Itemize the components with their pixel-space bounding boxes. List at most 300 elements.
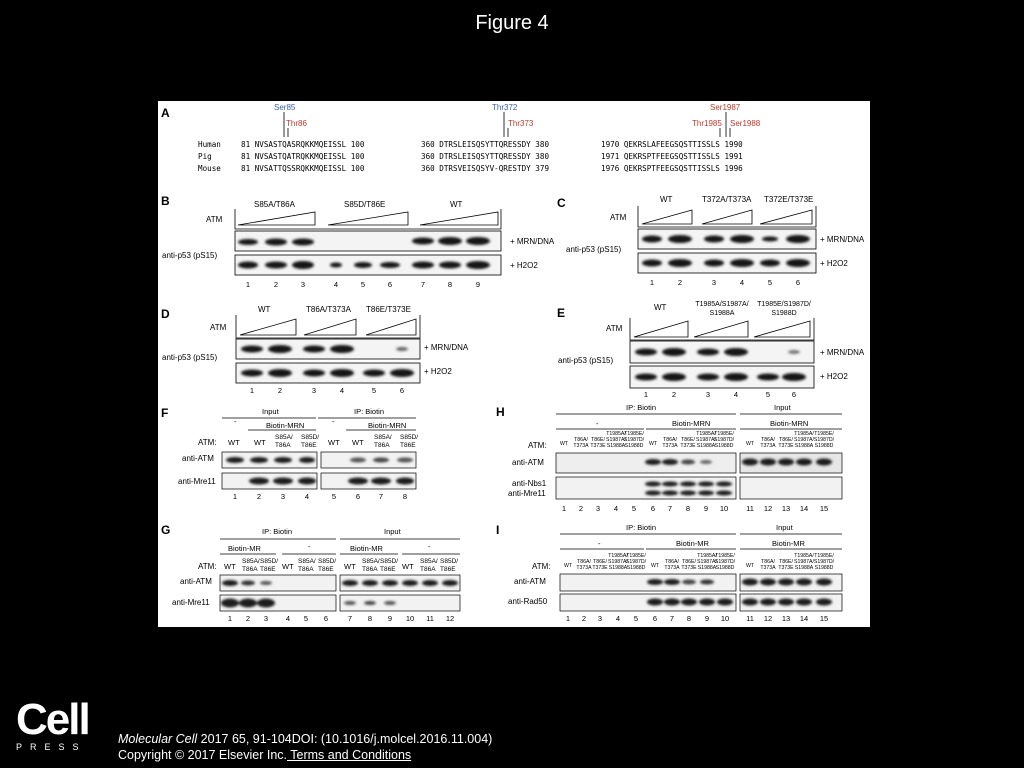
i-col: S1987D/ <box>714 559 736 565</box>
f-col: WT <box>254 438 266 447</box>
panel-g-label: G <box>161 523 171 537</box>
i-col: T1985A/ <box>794 553 814 559</box>
terms-link[interactable]: Terms and Conditions <box>287 748 412 762</box>
c-band <box>786 259 810 267</box>
f-lane: 1 <box>232 492 238 501</box>
i-lane: 15 <box>819 614 829 623</box>
c-band <box>730 235 754 243</box>
species-pig: Pig <box>198 152 212 161</box>
i-col: T1985A/ <box>697 553 717 559</box>
d-band <box>330 345 354 353</box>
i-band <box>816 579 832 586</box>
site-thr1985: Thr1985 <box>692 119 722 128</box>
h-col: T86A/ <box>663 437 677 443</box>
b-lane: 9 <box>475 280 481 289</box>
h-band <box>662 482 678 487</box>
panel-g-dash-1: - <box>308 542 311 551</box>
panel-h-bmrn-2: Biotin-MRN <box>770 419 809 428</box>
i-band <box>796 599 812 606</box>
i-lane: 9 <box>704 614 710 623</box>
f-col: S85D/ <box>400 434 419 441</box>
f-col: WT <box>352 438 364 447</box>
h-lane: 11 <box>746 504 754 513</box>
panel-f-bmrn-2: Biotin-MRN <box>368 421 407 430</box>
panel-g-input: Input <box>384 527 401 536</box>
c-band <box>760 260 780 267</box>
panel-c-gradient-2 <box>702 210 752 224</box>
f-band <box>371 478 391 485</box>
i-col: T373A <box>760 565 776 571</box>
panel-h-dash: - <box>596 419 599 428</box>
b-band <box>238 262 258 269</box>
h-lane: 15 <box>819 504 829 513</box>
panel-e-group-2a: T1985A/S1987A/ <box>695 301 749 308</box>
g-band <box>239 599 257 608</box>
panel-g-bmr-1: Biotin-MR <box>228 544 261 553</box>
h-band <box>645 459 661 465</box>
h-col: WT <box>745 441 755 447</box>
h-col: WT <box>648 441 658 447</box>
panel-i-dash: - <box>598 539 601 548</box>
d-band <box>241 346 263 353</box>
logo-main: Cell <box>16 695 89 744</box>
f-band <box>273 478 293 485</box>
g-lane: 4 <box>285 614 291 623</box>
g-col: T86E <box>318 566 334 573</box>
d-lane: 5 <box>371 386 377 395</box>
h-band <box>662 491 678 496</box>
i-col: S1987D/ <box>813 559 835 565</box>
h-col: S1988A <box>606 443 626 449</box>
f-band <box>348 478 368 485</box>
g-col: T86E <box>440 566 456 573</box>
panel-d-group-3: T86E/T373E <box>366 305 411 314</box>
b-band <box>438 237 462 245</box>
panel-i-bmr-1: Biotin-MR <box>676 539 709 548</box>
panel-c-cond1: + MRN/DNA <box>820 235 865 244</box>
panel-h-blot-2a <box>556 477 736 499</box>
h-col: T1985A/ <box>794 431 814 437</box>
panel-b-cond1: + MRN/DNA <box>510 237 555 246</box>
h-col: S1988D <box>714 443 734 449</box>
b-lane: 1 <box>245 280 251 289</box>
h-lane: 14 <box>799 504 809 513</box>
g-col: S85D/ <box>380 558 399 565</box>
i-lane: 6 <box>652 614 658 623</box>
c-band <box>786 235 810 243</box>
b-band <box>265 239 287 246</box>
panel-b-antibody: anti-p53 (pS15) <box>162 251 218 260</box>
h-lane: 2 <box>578 504 584 513</box>
c-band <box>642 260 662 267</box>
panel-h-label: H <box>496 405 505 419</box>
h-lane: 9 <box>703 504 709 513</box>
panel-c-gradient-1 <box>642 210 692 224</box>
b-band <box>292 261 314 269</box>
panel-i-ab2: anti-Rad50 <box>508 597 548 606</box>
i-band <box>760 579 776 586</box>
panel-h-input: Input <box>774 403 791 412</box>
e-band <box>697 374 719 381</box>
d-band <box>396 347 408 351</box>
g-lane: 9 <box>387 614 393 623</box>
i-band <box>742 579 758 586</box>
i-band <box>717 599 733 606</box>
h-col: T373E <box>778 443 794 449</box>
b-band <box>380 262 400 268</box>
i-col: WT <box>745 563 755 569</box>
h-col: S1988A <box>794 443 814 449</box>
panel-e-gradient-3 <box>754 321 810 337</box>
panel-g-atm: ATM: <box>198 562 217 571</box>
g-lane: 5 <box>303 614 309 623</box>
g-band <box>241 581 255 586</box>
panel-g-dash-2: - <box>428 542 431 551</box>
i-col: T373E <box>681 565 697 571</box>
b-lane: 5 <box>360 280 366 289</box>
panel-i-ab1: anti-ATM <box>514 577 546 586</box>
c-band <box>668 235 692 243</box>
i-band <box>796 579 812 586</box>
f-band <box>396 478 414 485</box>
seq-mouse-3: 1976 QEKRSPTFEEGSQSTTISSLS 1996 <box>601 164 743 173</box>
h-col: S1988D <box>624 443 644 449</box>
panel-h-ip: IP: Biotin <box>626 403 657 412</box>
i-col: S1988A <box>608 565 628 571</box>
e-band <box>788 350 800 354</box>
panel-e-cond1: + MRN/DNA <box>820 348 865 357</box>
panel-f-bmrn-1: Biotin-MRN <box>266 421 305 430</box>
i-band <box>681 599 697 606</box>
h-lane: 7 <box>667 504 673 513</box>
i-col: T86E/ <box>593 559 607 565</box>
panel-d-antibody: anti-p53 (pS15) <box>162 353 218 362</box>
h-col: S1988D <box>814 443 834 449</box>
g-col: S85D/ <box>260 558 279 565</box>
h-lane: 4 <box>613 504 619 513</box>
panel-c-atm: ATM <box>610 213 627 222</box>
i-col: T373A <box>576 565 592 571</box>
g-lane: 2 <box>245 614 251 623</box>
c-band <box>730 259 754 267</box>
d-lane: 3 <box>311 386 317 395</box>
h-band <box>698 482 714 487</box>
e-band <box>724 373 748 381</box>
i-col: T373A <box>664 565 680 571</box>
g-band <box>221 599 239 608</box>
f-col: WT <box>228 438 240 447</box>
f-col: WT <box>328 438 340 447</box>
panel-f-ab2: anti-Mre11 <box>178 477 216 486</box>
i-col: S1988D <box>626 565 646 571</box>
panel-i-label: I <box>496 523 500 537</box>
b-band <box>354 262 372 268</box>
g-lane: 11 <box>426 614 434 623</box>
journal-name: Molecular Cell <box>118 732 198 746</box>
i-col: T86A/ <box>761 559 775 565</box>
h-col: T373E <box>680 443 696 449</box>
g-col: WT <box>402 562 414 571</box>
panel-e-cond2: + H2O2 <box>820 372 848 381</box>
f-lane: 2 <box>256 492 262 501</box>
panel-g-bmr-2: Biotin-MR <box>350 544 383 553</box>
h-band <box>796 459 812 466</box>
panel-h-ab2: anti-Nbs1 <box>512 479 547 488</box>
seq-human-1: 81 NVSASTQASRQKKMQEISSL 100 <box>241 140 365 149</box>
b-lane: 2 <box>273 280 279 289</box>
seq-pig-2: 360 DTRSLEISQSYTTQRESSDY 380 <box>421 152 550 161</box>
b-band <box>466 261 490 269</box>
h-band <box>680 491 696 496</box>
seq-pig-1: 81 NVSASTQATRQKKMQEISSL 100 <box>241 152 365 161</box>
panel-c-cond2: + H2O2 <box>820 259 848 268</box>
panel-c-group-3: T372E/T373E <box>764 195 814 204</box>
c-lane: 4 <box>739 278 745 287</box>
b-band <box>238 239 258 245</box>
g-band <box>342 580 358 586</box>
panel-b-gradient-2 <box>328 212 408 225</box>
i-lane: 12 <box>763 614 773 623</box>
h-band <box>645 482 661 487</box>
h-col: T373A <box>760 443 776 449</box>
panel-f-label: F <box>161 406 169 420</box>
f-lane: 7 <box>378 492 384 501</box>
panel-e-atm: ATM <box>606 324 623 333</box>
panel-c-group-1: WT <box>660 195 673 204</box>
e-band <box>662 373 686 381</box>
g-lane: 7 <box>347 614 353 623</box>
h-col: T373A <box>573 443 589 449</box>
i-col: S1988D <box>715 565 735 571</box>
f-col: T86E <box>400 442 416 449</box>
c-lane: 6 <box>795 278 801 287</box>
panel-e-blot-1 <box>630 341 814 363</box>
e-lane: 3 <box>705 390 711 399</box>
i-col: S1987A/ <box>608 559 628 565</box>
d-band <box>363 370 385 377</box>
i-lane: 7 <box>669 614 675 623</box>
h-lane: 1 <box>561 504 567 513</box>
panel-d-blot-1 <box>236 339 420 359</box>
c-lane: 2 <box>677 278 683 287</box>
b-lane: 7 <box>420 280 426 289</box>
i-band <box>700 580 714 585</box>
h-lane: 8 <box>685 504 691 513</box>
panel-h-ab3: anti-Mre11 <box>508 489 546 498</box>
i-col: S1988D <box>814 565 834 571</box>
i-lane: 5 <box>633 614 639 623</box>
g-lane: 12 <box>445 614 455 623</box>
f-band <box>397 458 413 463</box>
h-lane: 13 <box>781 504 791 513</box>
c-band <box>642 236 662 243</box>
h-band <box>742 459 758 466</box>
h-col: S1988A <box>696 443 716 449</box>
panel-d-group-2: T86A/T373A <box>306 305 351 314</box>
panel-f-ab1: anti-ATM <box>182 454 214 463</box>
panel-e-antibody: anti-p53 (pS15) <box>558 356 614 365</box>
i-lane: 11 <box>746 614 754 623</box>
e-band <box>697 349 719 356</box>
h-band <box>716 491 732 496</box>
i-col: S1987A/ <box>794 559 814 565</box>
panel-h-atm: ATM: <box>528 441 547 450</box>
h-col: S1987D/ <box>713 437 735 443</box>
h-col: T1985A/ <box>696 431 716 437</box>
panel-c-antibody: anti-p53 (pS15) <box>566 245 622 254</box>
i-lane: 1 <box>565 614 571 623</box>
f-band <box>274 457 292 463</box>
i-col: T1985E/ <box>626 553 646 559</box>
c-band <box>668 259 692 267</box>
i-col: T86E/ <box>779 559 793 565</box>
c-lane: 1 <box>649 278 655 287</box>
e-band <box>757 374 779 381</box>
f-col: S85D/ <box>301 434 320 441</box>
site-ser1987: Ser1987 <box>710 103 741 112</box>
g-col: S85D/ <box>440 558 459 565</box>
panel-f-atm: ATM: <box>198 438 217 447</box>
g-band <box>362 580 378 586</box>
f-lane: 5 <box>331 492 337 501</box>
panel-d-atm: ATM <box>210 323 227 332</box>
panel-d-label: D <box>161 307 170 321</box>
f-lane: 4 <box>304 492 310 501</box>
h-col: T86E/ <box>779 437 793 443</box>
panel-b-atm: ATM <box>206 215 223 224</box>
f-col: T86A <box>374 442 390 449</box>
i-band <box>760 599 776 606</box>
g-lane: 3 <box>263 614 269 623</box>
site-thr373: Thr373 <box>508 119 534 128</box>
panel-d-gradient-1 <box>240 319 296 335</box>
f-col: T86E <box>301 442 317 449</box>
i-col: T373E <box>778 565 794 571</box>
site-ser85: Ser85 <box>274 103 296 112</box>
panel-f-dash-1: - <box>234 417 237 426</box>
panel-d-cond1: + MRN/DNA <box>424 343 469 352</box>
g-lane: 8 <box>367 614 373 623</box>
panel-h-blot-2b <box>740 477 842 499</box>
panel-b-group-2: S85D/T86E <box>344 200 386 209</box>
i-lane: 13 <box>781 614 791 623</box>
panel-e-group-3a: T1985E/S1987D/ <box>757 301 811 308</box>
e-band <box>635 349 657 356</box>
e-band <box>635 374 657 381</box>
cell-press-logo <box>16 695 89 752</box>
panel-i-bmr-2: Biotin-MR <box>772 539 805 548</box>
g-col: S85A/ <box>242 558 260 565</box>
panel-c-gradient-3 <box>760 210 812 224</box>
d-lane: 4 <box>339 386 345 395</box>
d-band <box>268 345 292 353</box>
d-band <box>390 369 414 377</box>
e-band <box>662 348 686 356</box>
g-col: T86A <box>420 566 436 573</box>
i-lane: 3 <box>597 614 603 623</box>
g-col: T86A <box>242 566 258 573</box>
g-col: T86E <box>380 566 396 573</box>
i-col: T373E <box>592 565 608 571</box>
g-band <box>222 580 238 586</box>
i-lane: 2 <box>581 614 587 623</box>
h-col: T1985E/ <box>714 431 734 437</box>
h-band <box>716 482 732 487</box>
h-lane: 3 <box>595 504 601 513</box>
b-band <box>466 237 490 245</box>
h-band <box>662 459 678 465</box>
b-lane: 8 <box>447 280 453 289</box>
h-col: S1987D/ <box>623 437 645 443</box>
h-col: S1987A/ <box>696 437 716 443</box>
site-ser1988: Ser1988 <box>730 119 761 128</box>
panel-d-gradient-3 <box>366 319 416 335</box>
panel-d-group-1: WT <box>258 305 271 314</box>
panel-b-group-1: S85A/T86A <box>254 200 295 209</box>
h-lane: 10 <box>719 504 729 513</box>
g-band <box>422 580 438 586</box>
site-thr372: Thr372 <box>492 103 518 112</box>
d-lane: 6 <box>399 386 405 395</box>
h-col: T1985E/ <box>814 431 834 437</box>
citation <box>118 731 492 763</box>
panel-b-group-3: WT <box>450 200 463 209</box>
i-band <box>742 599 758 606</box>
c-band <box>704 260 724 267</box>
i-col: T1985E/ <box>715 553 735 559</box>
h-band <box>698 491 714 496</box>
h-col: S1987D/ <box>813 437 835 443</box>
i-lane: 10 <box>720 614 730 623</box>
h-col: T86E/ <box>591 437 605 443</box>
h-col: T1985E/ <box>624 431 644 437</box>
h-band <box>681 460 695 465</box>
panel-d-gradient-2 <box>304 319 356 335</box>
seq-human-3: 1970 QEKRSLAFEEGSQSTTISSLS 1990 <box>601 140 743 149</box>
panel-e-gradient-2 <box>694 321 748 337</box>
g-band <box>382 580 398 586</box>
g-col: T86A <box>362 566 378 573</box>
h-col: T373E <box>590 443 606 449</box>
g-lane: 10 <box>405 614 415 623</box>
site-thr86: Thr86 <box>286 119 307 128</box>
d-band <box>241 370 263 377</box>
g-lane: 6 <box>323 614 329 623</box>
h-band <box>778 459 794 466</box>
g-band <box>442 580 458 586</box>
panel-h-ab1: anti-ATM <box>512 458 544 467</box>
species-mouse: Mouse <box>198 164 221 173</box>
figure-canvas <box>158 101 870 627</box>
panel-b-gradient-3 <box>420 212 498 225</box>
h-col: T86A/ <box>761 437 775 443</box>
h-lane: 6 <box>650 504 656 513</box>
e-lane: 4 <box>733 390 739 399</box>
g-band <box>384 601 396 605</box>
f-col: S85A/ <box>275 434 293 441</box>
h-band <box>760 459 776 466</box>
g-col: WT <box>224 562 236 571</box>
panel-e-gradient-1 <box>634 321 688 337</box>
g-col: S85A/ <box>420 558 438 565</box>
h-col: T373A <box>662 443 678 449</box>
panel-e-group-3b: S1988D <box>771 310 797 317</box>
c-band <box>704 236 724 243</box>
i-col: T86E/ <box>682 559 696 565</box>
h-col: S1987A/ <box>794 437 814 443</box>
i-col: S1987D/ <box>625 559 647 565</box>
panel-g-blot-2b <box>340 595 460 611</box>
